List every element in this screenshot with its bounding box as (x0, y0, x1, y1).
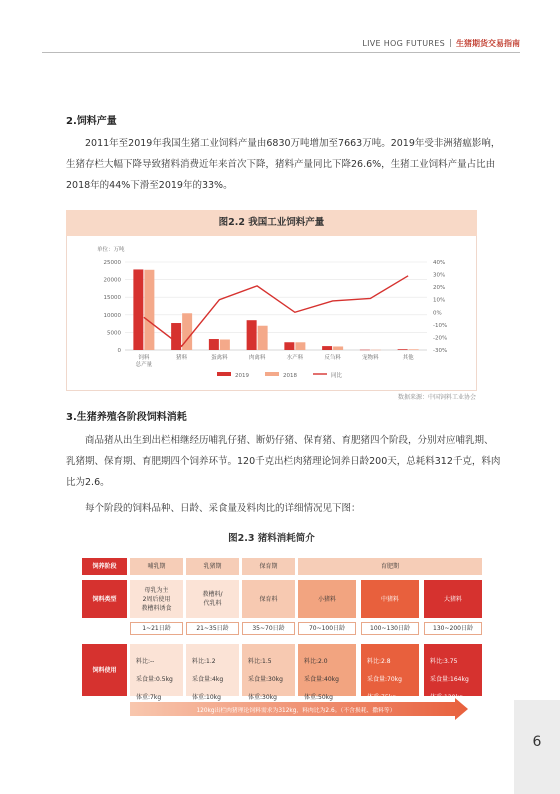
x-tick-label: 饲料 (138, 355, 150, 361)
row-label-stage: 饲养阶段 (82, 558, 127, 575)
usage-ratio: 料比:-- (136, 658, 155, 665)
usage-weight: 体重:50kg (304, 694, 333, 701)
y-left-tick-label: 5000 (107, 330, 121, 337)
x-tick-label: 水产料 (286, 355, 304, 361)
bar-2018 (220, 339, 230, 350)
header-english: LIVE HOG FUTURES (362, 39, 445, 48)
y-right-tick-label: 40% (433, 260, 446, 266)
figure-2-3-title: 图2.3 猪料消耗简介 (228, 533, 315, 544)
days-cell: 130~200日龄 (424, 622, 482, 635)
section-3-title: 3.生猪养殖各阶段饲料消耗 (66, 412, 187, 423)
chart-svg (67, 236, 478, 391)
legend-label: 同比 (331, 373, 343, 379)
feed-type-cell: 保育料 (242, 580, 295, 618)
y-right-tick-label: 20% (433, 285, 446, 292)
bar-2019 (247, 320, 257, 350)
bar-2018 (371, 350, 381, 351)
summary-arrow (130, 698, 470, 720)
legend-swatch (217, 372, 231, 376)
x-tick-label: 反刍料 (324, 355, 341, 361)
usage-cell (424, 644, 482, 701)
figure-2-2-title: 图2.2 我国工业饲料产量 (66, 210, 477, 236)
y-left-tick-label: 15000 (103, 295, 121, 302)
y-left-tick-label: 25000 (103, 260, 121, 266)
figure-2-2-chart (66, 236, 477, 391)
x-tick-label: 其他 (402, 355, 414, 361)
bar-2019 (360, 350, 370, 351)
y-right-tick-label: -10% (433, 322, 448, 329)
header-chinese: 生猪期货交易指南 (456, 39, 520, 48)
header-rule (42, 52, 520, 53)
usage-intake: 采食量:70kg (367, 676, 402, 683)
row-label-usage: 饲料使用 (82, 644, 127, 696)
usage-weight: 体重:120kg (430, 694, 463, 701)
usage-ratio: 料比:1.2 (192, 658, 216, 665)
section-2-title: 2.饲料产量 (66, 116, 117, 127)
feed-type-cell: 中猪料 (361, 580, 419, 618)
y-right-tick-label: 0% (433, 310, 442, 317)
y-right-tick-label: -30% (433, 348, 448, 354)
bar-2019 (209, 339, 219, 350)
bar-2018 (333, 346, 343, 350)
feed-type-cell: 大猪料 (424, 580, 482, 618)
usage-weight: 体重:10kg (192, 694, 221, 701)
running-header (362, 38, 520, 49)
usage-ratio: 料比:2.8 (367, 658, 391, 665)
legend-swatch (265, 372, 279, 376)
usage-intake: 采食量:164kg (430, 676, 469, 683)
stage-cell: 保育期 (242, 558, 295, 575)
row-label-feed: 饲料类型 (82, 580, 127, 618)
legend-label: 2019 (235, 373, 249, 379)
feed-type-cell: 小猪料 (298, 580, 356, 618)
y-right-tick-label: -20% (433, 335, 448, 342)
feed-type-cell: 教槽料/ 代乳料 (186, 580, 239, 618)
days-cell: 21~35日龄 (186, 622, 239, 635)
bar-2018 (409, 349, 419, 350)
usage-cell (186, 644, 239, 701)
bar-2019 (398, 349, 408, 350)
y-right-tick-label: 10% (433, 297, 446, 304)
usage-weight: 体重:30kg (248, 694, 277, 701)
usage-intake: 采食量:4kg (192, 676, 224, 683)
usage-weight: 体重:75kg (367, 694, 396, 701)
section-2-paragraph: 2011年至2019年我国生猪工业饲料产量由6830万吨增加至7663万吨。2019年受非洲猪瘟影响，生猪存栏大幅下降导致猪料消费近年来首次下降，猪料产量同比下降26.6%，生猪工业饲料产量占比由2018年的44%下滑至2019年的33%。 (66, 138, 501, 191)
stage-cell: 哺乳期 (130, 558, 183, 575)
days-cell: 35~70日龄 (242, 622, 295, 635)
usage-cell (361, 644, 419, 701)
usage-intake: 采食量:0.5kg (136, 676, 173, 683)
x-tick-label: 猪料 (176, 355, 188, 361)
usage-cell (242, 644, 295, 701)
x-tick-label: 蛋禽料 (211, 355, 228, 361)
section-3-paragraph-2: 每个阶段的饲料品种、日龄、采食量及料肉比的详细情况见下图： (85, 503, 361, 514)
bar-2018 (258, 326, 268, 350)
usage-ratio: 料比:1.5 (248, 658, 272, 665)
usage-intake: 采食量:40kg (304, 676, 339, 683)
x-tick-label: 肉禽料 (248, 355, 266, 361)
y-left-tick-label: 0 (117, 348, 121, 354)
usage-ratio: 料比:3.75 (430, 658, 458, 665)
stage-cell: 育肥期 (298, 558, 482, 575)
days-cell: 1~21日龄 (130, 622, 183, 635)
usage-cell (130, 644, 183, 701)
days-cell: 70~100日龄 (298, 622, 356, 635)
y-right-tick-label: 30% (433, 272, 446, 279)
chart-unit-label: 单位：万吨 (97, 247, 125, 253)
figure-2-2-source: 数据来源：中国饲料工业协会 (397, 394, 476, 401)
page-number: 6 (532, 734, 542, 750)
days-cell: 100~130日龄 (361, 622, 419, 635)
feed-type-cell: 母乳为主 2周后使用 教槽料诱食 (130, 580, 183, 618)
y-left-tick-label: 20000 (103, 277, 121, 284)
bar-2019 (133, 269, 143, 350)
section-3-paragraph-1: 商品猪从出生到出栏相继经历哺乳仔猪、断奶仔猪、保育猪、育肥猪四个阶段，分别对应哺乳期、乳猪期、保育期、育肥期四个饲养环节。120千克出栏肉猪理论饲养日龄200天，总耗料312千克，料肉比为2.6。 (66, 435, 501, 488)
x-tick-label: 宠物料 (362, 355, 379, 361)
legend-label: 2018 (283, 373, 297, 379)
x-tick-label: 总产量 (135, 362, 153, 368)
arrow-text: 120kg出栏肉猪理论饲料需求为312kg，料肉比为2.6。（不含损耗、撒料等） (196, 708, 396, 714)
usage-intake: 采食量:30kg (248, 676, 283, 683)
bar-2018 (295, 342, 305, 350)
header-separator (450, 39, 451, 47)
bar-2019 (322, 346, 332, 350)
stage-cell: 乳猪期 (186, 558, 239, 575)
usage-weight: 体重:7kg (136, 694, 162, 701)
y-left-tick-label: 10000 (103, 312, 121, 319)
usage-cell (298, 644, 356, 701)
usage-ratio: 料比:2.0 (304, 658, 328, 665)
bar-2018 (144, 270, 154, 350)
bar-2019 (284, 342, 294, 350)
bar-2019 (171, 323, 181, 350)
